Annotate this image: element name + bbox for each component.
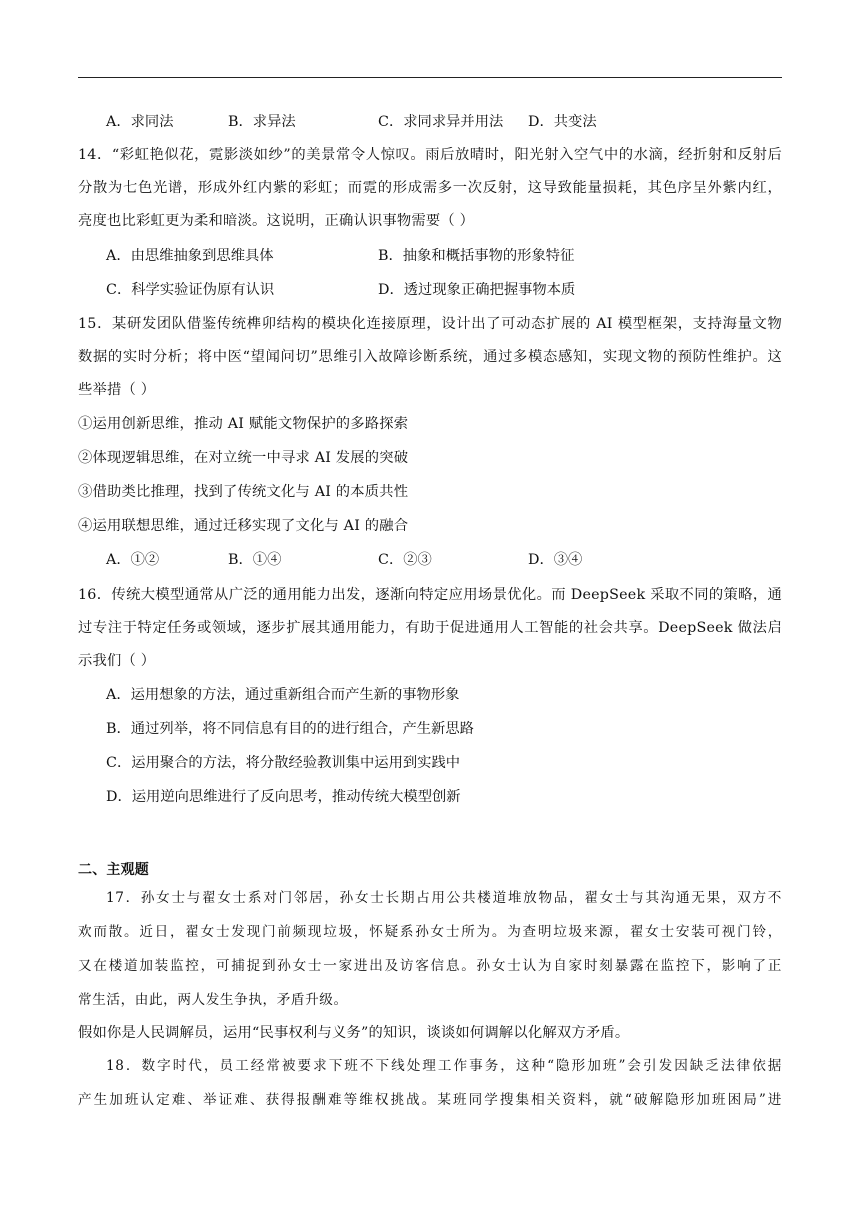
q16-line-1: 16．传统大模型通常从广泛的通用能力出发，逐渐向特定应用场景优化。而 DeepSeek 采取不同的策略，通	[78, 587, 782, 603]
q15-option-c: C．②③	[378, 552, 432, 568]
q14-line-3: 亮度也比彩虹更为柔和暗淡。这说明，正确认识事物需要（ ）	[78, 213, 475, 229]
q13-option-a: A．求同法	[106, 114, 174, 130]
q18-line-1: 18．数字时代，员工经常被要求下班不下线处理工作事务，这种“隐形加班”会引发因缺乏法律依据	[106, 1058, 782, 1074]
q13-option-b: B．求异法	[228, 114, 296, 130]
q16-line-3: 示我们（ ）	[78, 653, 156, 669]
q15-item-2: ②体现逻辑思维，在对立统一中寻求 AI 发展的突破	[78, 450, 409, 466]
q15-option-a: A．①②	[106, 552, 160, 568]
q15-item-3: ③借助类比推理，找到了传统文化与 AI 的本质共性	[78, 484, 409, 500]
q17-line-2: 欢而散。近日，翟女士发现门前频现垃圾，怀疑系孙女士所为。为查明垃圾来源，翟女士安装可视门铃，	[78, 924, 782, 940]
q14-option-b: B．抽象和概括事物的形象特征	[378, 248, 575, 264]
q14-option-c: C．科学实验证伪原有认识	[106, 282, 275, 298]
q14-line-1: 14．“彩虹艳似花，霓影淡如纱”的美景常令人惊叹。雨后放晴时，阳光射入空气中的水滴，经折射和反射后	[78, 147, 782, 163]
q15-line-1: 15．某研发团队借鉴传统榫卯结构的模块化连接原理，设计出了可动态扩展的 AI 模型框架，支持海量文物	[78, 316, 782, 332]
q16-option-a: A．运用想象的方法，通过重新组合而产生新的事物形象	[106, 687, 460, 703]
q15-line-2: 数据的实时分析；将中医“望闻问切”思维引入故障诊断系统，通过多模态感知，实现文物的预防性维护。这	[78, 349, 782, 365]
q14-option-a: A．由思维抽象到思维具体	[106, 248, 274, 264]
q13-option-c: C．求同求异并用法	[378, 114, 504, 130]
q17-line-1: 17．孙女士与翟女士系对门邻居，孙女士长期占用公共楼道堆放物品，翟女士与其沟通无果，双方不	[106, 890, 782, 906]
q14-option-d: D．透过现象正确把握事物本质	[378, 282, 576, 298]
q17-line-3: 又在楼道加装监控，可捕捉到孙女士一家进出及访客信息。孙女士认为自家时刻暴露在监控下，影响了正	[78, 958, 782, 974]
q16-line-2: 过专注于特定任务或领域，逐步扩展其通用能力，有助于促进通用人工智能的社会共享。DeepSeek 做法启	[78, 620, 782, 636]
q17-line-4: 常生活，由此，两人发生争执，矛盾升级。	[78, 992, 348, 1008]
q15-line-3: 些举措（ ）	[78, 382, 156, 398]
q15-option-b: B．①④	[228, 552, 282, 568]
q16-option-c: C．运用聚合的方法，将分散经验教训集中运用到实践中	[106, 755, 461, 771]
section-heading: 二、主观题	[78, 862, 149, 878]
q16-option-b: B．通过列举，将不同信息有目的的进行组合，产生新思路	[106, 721, 474, 737]
q14-line-2: 分散为七色光谱，形成外红内紫的彩虹；而霓的形成需多一次反射，这导致能量损耗，其色序呈外紫内红，	[78, 180, 782, 196]
q16-option-d: D．运用逆向思维进行了反向思考，推动传统大模型创新	[106, 789, 461, 805]
q15-option-d: D．③④	[528, 552, 583, 568]
header-rule	[78, 77, 782, 78]
q15-item-1: ①运用创新思维，推动 AI 赋能文物保护的多路探索	[78, 416, 409, 432]
q18-line-2: 产生加班认定难、举证难、获得报酬难等维权挑战。某班同学搜集相关资料，就“破解隐形加班困局”进	[78, 1092, 782, 1108]
q15-item-4: ④运用联想思维，通过迁移实现了文化与 AI 的融合	[78, 518, 409, 534]
q13-option-d: D．共变法	[528, 114, 597, 130]
q17-task: 假如你是人民调解员，运用“民事权利与义务”的知识，谈谈如何调解以化解双方矛盾。	[78, 1025, 630, 1041]
